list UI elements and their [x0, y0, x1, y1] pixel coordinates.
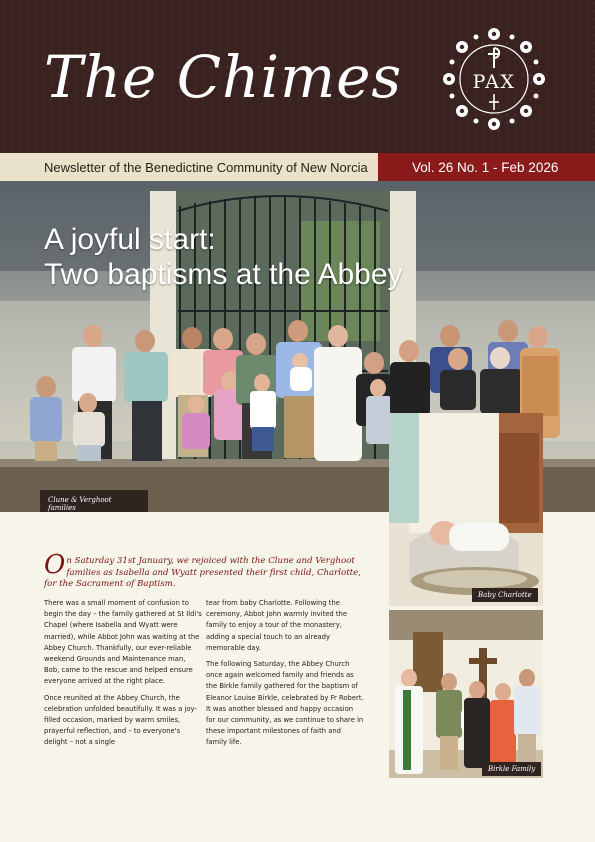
baby-charlotte-caption: Baby Charlotte — [472, 588, 538, 602]
headline-line-1: A joyful start: — [44, 223, 216, 256]
article-paragraph: tear from baby Charlotte. Following the ceremony, Abbot John warmly invited the family to enjoy a tour of the monastery, adding a special touch to an already memorable day. — [206, 599, 348, 652]
pax-logo-text: PAX — [472, 71, 516, 93]
article-paragraph: There was a small moment of confusion to begin the day – the family gathered at St Ildi's Chapel (where Isabella and Wyatt were married), while Abbot John was waiting at the Abbey Church. Thankfully, our ever-reliable weekend Grounds and Maintenance man, Bob, came to the rescue and helped ensure everyone arrived at the right place. — [44, 599, 202, 686]
headline-line-2: Two baptisms at the Abbey — [44, 258, 403, 291]
intro-dropcap: O — [44, 550, 66, 580]
intro-text: n Saturday 31st January, we rejoiced with the Clune and Verghoot families as Isabella and Wyatt presented their first child, Charlotte, for the Sacrament of Baptism. — [44, 556, 361, 589]
pax-logo — [436, 26, 552, 132]
article-column-1 — [44, 598, 202, 754]
article-intro — [44, 550, 374, 591]
headline — [44, 222, 403, 292]
hero-caption: Clune & Verghoot families — [40, 490, 148, 512]
birkle-family-photo — [389, 610, 543, 778]
masthead — [0, 0, 595, 153]
baby-charlotte-photo — [389, 413, 543, 606]
newsletter-subtitle: Newsletter of the Benedictine Community of New Norcia — [44, 160, 368, 175]
birkle-family-caption: Birkle Family — [482, 762, 541, 776]
article-paragraph: Once reunited at the Abbey Church, the celebration unfolded beautifully. It was a joy-filled occasion, marked by warm smiles, prayerful reflection, and – to everyone's delight – not a single — [44, 693, 197, 747]
baby-charlotte-illustration — [389, 413, 543, 606]
birkle-family-illustration — [389, 610, 543, 778]
article-paragraph: The following Saturday, the Abbey Church once again welcomed family and friends as the Birkle family gathered for the baptism of Eleanor Louise Birkle, celebrated by Fr Robert. It was another blessed and happy occasion for our community, as we continue to share in these important milestones of faith and family life. — [206, 660, 364, 747]
newsletter-title: The Chimes — [44, 43, 403, 111]
article-column-2 — [206, 598, 364, 754]
volume-issue: Vol. 26 No. 1 - Feb 2026 — [412, 160, 559, 175]
